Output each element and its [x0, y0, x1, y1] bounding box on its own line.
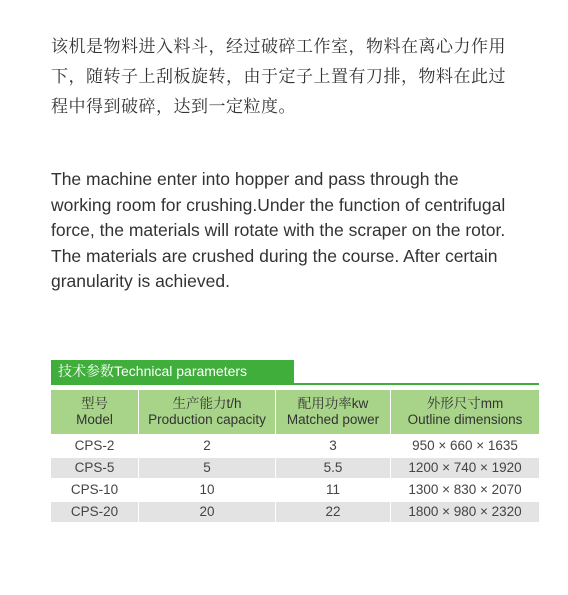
cell-capacity: 2: [139, 436, 276, 456]
chinese-description-line: 该机是物料进入料斗，经过破碎工作室，物料在离心力作用: [51, 37, 506, 57]
header-production-capacity: [139, 390, 276, 434]
cell-power: 22: [276, 502, 391, 522]
cell-model: CPS-5: [51, 458, 139, 478]
english-description-line: working room for crushing.Under the function of centrifugal: [51, 194, 506, 215]
table-row: [51, 458, 539, 478]
header-capacity-en: Production capacity: [148, 412, 266, 427]
title-divider: [51, 383, 539, 385]
header-model: [51, 390, 139, 434]
cell-dimensions: 950 × 660 × 1635: [391, 436, 539, 456]
table-row: [51, 436, 539, 456]
table-row: [51, 502, 539, 522]
english-description-line: granularity is achieved.: [51, 271, 230, 291]
cell-dimensions: 1200 × 740 × 1920: [391, 458, 539, 478]
table-title: 技术参数Technical parameters: [51, 360, 294, 383]
header-outline-dimensions: [391, 390, 539, 434]
cell-power: 5.5: [276, 458, 391, 478]
table-row: [51, 480, 539, 500]
cell-model: CPS-10: [51, 480, 139, 500]
cell-capacity: 10: [139, 480, 276, 500]
chinese-description-line: 下，随转子上刮板旋转，由于定子上置有刀排，物料在此过: [51, 67, 506, 87]
cell-capacity: 20: [139, 502, 276, 522]
english-description: [51, 167, 551, 295]
header-dimensions-cn: 外形尺寸mm: [426, 396, 504, 411]
english-description-line: force, the materials will rotate with the scraper on the rotor.: [51, 220, 506, 240]
chinese-description: [51, 32, 551, 122]
cell-dimensions: 1800 × 980 × 2320: [391, 502, 539, 522]
header-dimensions-en: Outline dimensions: [407, 412, 523, 427]
cell-power: 3: [276, 436, 391, 456]
header-capacity-cn: 生产能力t/h: [172, 396, 242, 411]
table-header-row: [51, 390, 539, 434]
technical-parameters-table: [51, 388, 539, 524]
cell-capacity: 5: [139, 458, 276, 478]
cell-power: 11: [276, 480, 391, 500]
english-description-line: The materials are crushed during the course. After certain: [51, 245, 498, 266]
header-power-en: Matched power: [286, 412, 380, 427]
cell-model: CPS-20: [51, 502, 139, 522]
cell-model: CPS-2: [51, 436, 139, 456]
header-model-cn: 型号: [81, 396, 108, 411]
header-matched-power: [276, 390, 391, 434]
chinese-description-line: 程中得到破碎，达到一定粒度。: [51, 97, 296, 117]
cell-dimensions: 1300 × 830 × 2070: [391, 480, 539, 500]
english-description-line: The machine enter into hopper and pass through the: [51, 169, 459, 189]
header-power-cn: 配用功率kw: [297, 396, 369, 411]
header-model-en: Model: [76, 412, 113, 427]
